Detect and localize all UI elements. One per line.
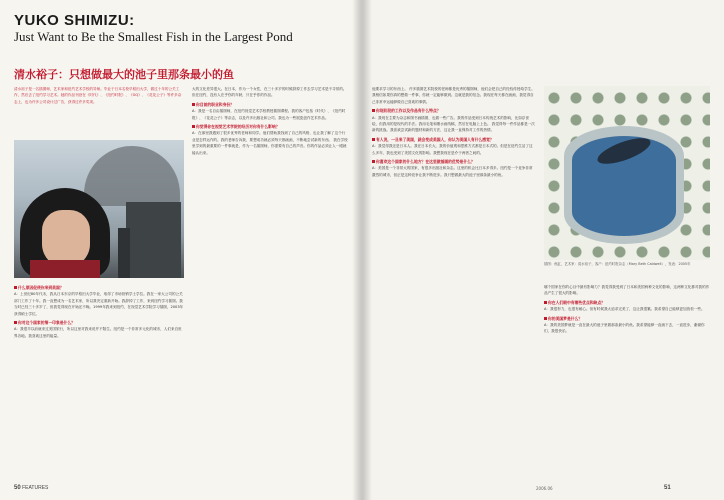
section-label: FEATURES <box>22 485 49 491</box>
body-paragraph: 哪个国家在你的心目中最有影响力？我觉得我受到了日本和美国两种文化的影响，这两种文化都对我的作品产生了很大的影响。 <box>544 285 710 296</box>
answer-paragraph: A：我是一名自由插图师，在纽约视觉艺术学校教授插图课程。我的客户包括《时代》、《纽约时报》、《花花公子》等杂志，以及许多出版社和公司。我也为一些展览创作艺术作品。 <box>192 109 346 120</box>
body-paragraph: 他要求学习的东西上。 <box>372 87 408 91</box>
question-heading: 有人说，一旦来了美国，就会变成美国人，你认为美国人有什么感觉？ <box>372 137 536 143</box>
answer-paragraph: A：我的美国梦就是一直在最大的池子里做那条最小的鱼。我希望能够一直画下去，一直进步，谢谢你们，我很快乐。 <box>544 323 705 334</box>
question-heading: 你觉得你在视觉艺术学院的经历对你有什么影响？ <box>192 124 348 130</box>
left-page-number: 50 <box>14 485 21 491</box>
issue-date: 2006.06 <box>536 486 553 491</box>
portrait-photo <box>14 140 184 278</box>
illustration-caption: 插图：鱼缸，艺术家：清水裕子，客户：纽约时报杂志（Mary Beth Caldwell），发表：2005年 <box>544 262 691 266</box>
body-paragraph: 我觉得每一件作品都是一次新的挑战。我喜欢尝试新的题材和新的方法，这让我一直保持对工作的热情。 <box>372 122 535 133</box>
right-page-number: 51 <box>664 485 671 491</box>
left-column-1 <box>14 282 184 339</box>
question-heading: 什么原因促使你来到美国？ <box>14 285 184 291</box>
article-title-cn: 清水裕子：只想做最大的池子里那条最小的鱼 <box>14 68 234 81</box>
answer-paragraph: A：我很努力，也很有耐心。但有时候我太追求完美了，这让我很累。我希望自己能够更加放松一些。 <box>544 307 705 312</box>
left-footer <box>14 485 48 491</box>
answer-paragraph: A：上世纪80年代末，我从日本东京的早稻田大学毕业，取得了市场营销学士学位。我在一家大公司的公关部门工作了十年。我一直想成为一名艺术家，所以我决定重新开始。我辞掉了工作，来到纽约学习插图。我当时已经三十多岁了，但我觉得现在开始还不晚。1999年我来到纽约，在视觉艺术学院学习插图，2003年获得硕士学位。 <box>14 292 184 316</box>
article-subtitle-en: Just Want to Be the Smallest Fish in the Largest Pond <box>14 29 293 44</box>
answer-paragraph: A：美国是一个非常大的国家，有很多出版社和杂志。这里的机会比日本多得多。纽约是一个竞争非常激烈的城市，但正是这种竞争让我不断进步。我只想做最大的池子里那条最小的鱼。 <box>372 166 533 177</box>
fish-pond-illustration <box>544 86 710 260</box>
body-paragraph: 我在学校里学到的最重要的一件事就是，作为一名插图师，你需要有自己的声音。你的作品必须让人一眼就能认出来。 <box>192 137 348 155</box>
question-heading: 你目前的职业和身份？ <box>192 102 348 108</box>
intro-paragraph: 清水裕子是一名插图师，艺术家和纽约艺术学校的导师。毕业于日本名校早稻田大学，做过十年的公关工作，然后去了纽约学习艺术。她的作品刊登在《时代》、《纽约时报》、《GQ》、《花花公子》等许多杂志上，也为许多公司设计过广告，获得过许多奖项。 <box>14 87 182 104</box>
question-heading: 你的美国梦是什么？ <box>544 316 710 322</box>
body-paragraph: 大的文化差异很大。在日本，作为一个女性，在三十多岁的时候辞掉工作去学习艺术是不寻常的。但在纽约，没有人在乎你的年龄，只在乎你的作品。 <box>192 87 347 98</box>
article-title-en: YUKO SHIMIZU: <box>14 12 135 29</box>
question-heading: 你对这个国家的第一印象是什么？ <box>14 320 184 326</box>
question-heading: 你现阶段的工作以及作品有什么特点？ <box>372 108 536 114</box>
body-paragraph: 许多插图艺术院校的老师都是优秀的插图师，他们会把自己的经验传授给学生。我相信如果你真的想做一件事，你就一定能够做到。这就是我的信念。我现在每天都在画画，我觉得自己非常幸运能够做自己喜欢的事情。 <box>372 87 535 104</box>
answer-paragraph: A：我现在主要为杂志和图书画插图，也做一些广告。我的作品受到日本传统艺术的影响，比如浮世绘，但我用的是现代的手法。我用毛笔和墨水画线稿，然后在电脑上上色。 <box>372 115 529 127</box>
left-column-2 <box>192 86 348 156</box>
question-heading: 你喜欢这个国家的什么地方？在这里做插画的优势是什么？ <box>372 159 536 165</box>
answer-paragraph: A：在那里我遇到了很多优秀的老师和同学。他们帮助我找到了自己的风格，也让我了解了这个行业是怎样运作的。我的老师告诉我，要想成功就必须每天都画画，不断地尝试新的东西。 <box>192 131 346 142</box>
question-heading: 你在人们眼中有哪些优点和缺点？ <box>544 300 710 306</box>
right-column-2 <box>544 284 710 335</box>
page-gutter <box>352 0 372 500</box>
right-column-1 <box>372 86 536 178</box>
right-footer <box>664 485 671 491</box>
answer-paragraph: A：我很早以前就来过美国旅行，所以这里对我来说并不陌生。纽约是一个非常多元化的城市，人们来自世界各地。我喜欢这里的能量。 <box>14 327 182 338</box>
answer-paragraph: A：我觉得我还是日本人。我在日本长大，我的价值观和思维方式都是日本式的。但是在纽约生活了这么多年，我也受到了美国文化的影响。我想我现在是介于两者之间的。 <box>372 144 533 155</box>
